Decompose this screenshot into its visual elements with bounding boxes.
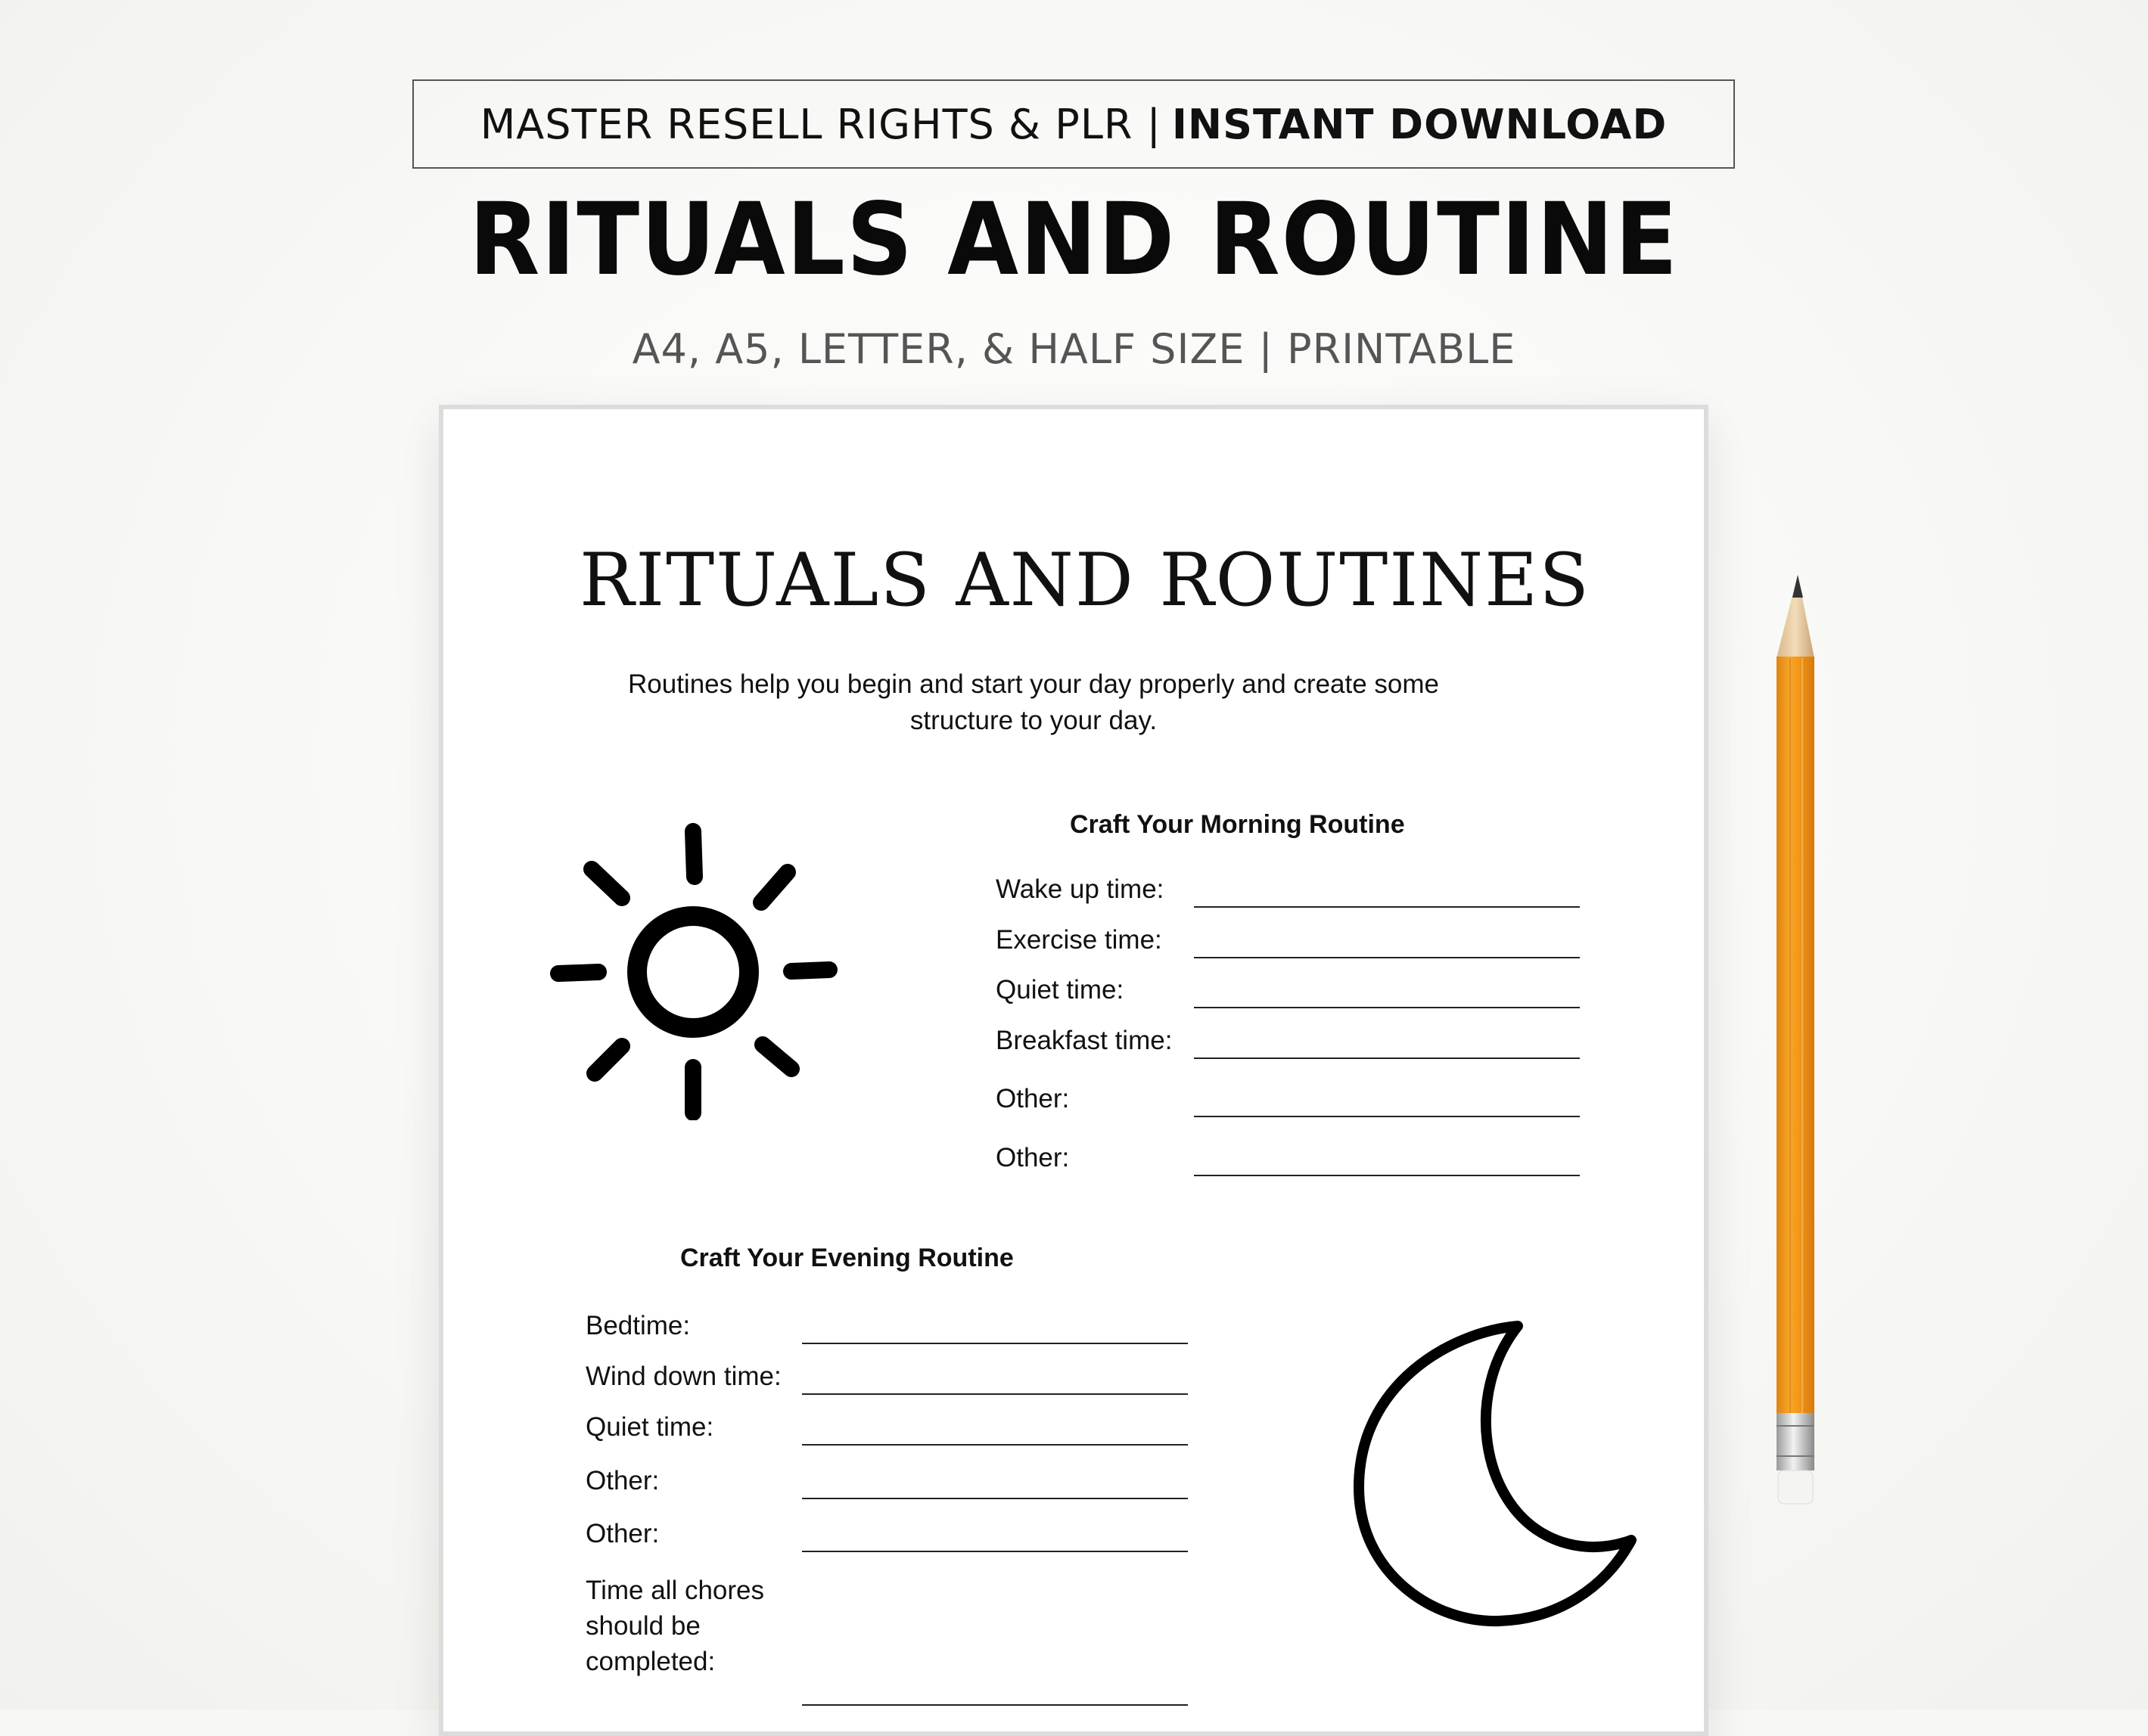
evening-input-line[interactable] bbox=[802, 1393, 1188, 1395]
banner-highlight: INSTANT DOWNLOAD bbox=[1171, 100, 1668, 148]
evening-heading: Craft Your Evening Routine bbox=[680, 1244, 1014, 1272]
morning-field-label: Other: bbox=[996, 1143, 1070, 1172]
morning-input-line[interactable] bbox=[1194, 1007, 1580, 1008]
morning-field-label: Quiet time: bbox=[996, 975, 1124, 1005]
evening-field-label: Other: bbox=[586, 1519, 660, 1548]
product-title: RITUALS AND ROUTINE bbox=[468, 182, 1680, 298]
pencil-icon bbox=[1763, 560, 1823, 1528]
evening-field-label: Other: bbox=[586, 1466, 660, 1495]
morning-field-label: Exercise time: bbox=[996, 925, 1162, 955]
printable-page bbox=[439, 405, 1708, 1736]
evening-field-label: Time all chores should be completed: bbox=[586, 1576, 764, 1676]
evening-input-line[interactable] bbox=[802, 1343, 1188, 1344]
moon-icon bbox=[1344, 1309, 1646, 1627]
evening-field-label: Quiet time: bbox=[586, 1412, 714, 1442]
evening-input-line[interactable] bbox=[802, 1444, 1188, 1446]
morning-input-line[interactable] bbox=[1194, 906, 1580, 908]
morning-field-label: Breakfast time: bbox=[996, 1026, 1173, 1055]
banner-text: MASTER RESELL RIGHTS & PLR | bbox=[480, 100, 1161, 148]
morning-input-line[interactable] bbox=[1194, 957, 1580, 958]
evening-input-line[interactable] bbox=[802, 1551, 1188, 1552]
morning-input-line[interactable] bbox=[1194, 1175, 1580, 1176]
intro-text: Routines help you begin and start your day properly and create some structure to your day. bbox=[627, 669, 1440, 735]
morning-input-line[interactable] bbox=[1194, 1057, 1580, 1059]
sun-icon bbox=[542, 818, 844, 1120]
license-banner bbox=[412, 79, 1735, 169]
morning-input-line[interactable] bbox=[1194, 1116, 1580, 1117]
document-title: RITUALS AND ROUTINES bbox=[579, 538, 1591, 623]
evening-input-line[interactable] bbox=[802, 1498, 1188, 1499]
evening-input-line[interactable] bbox=[802, 1704, 1188, 1706]
product-subtitle: A4, A5, LETTER, & HALF SIZE | PRINTABLE bbox=[632, 325, 1516, 373]
morning-field-label: Other: bbox=[996, 1084, 1070, 1113]
evening-field-label: Wind down time: bbox=[586, 1362, 782, 1391]
evening-field-label: Bedtime: bbox=[586, 1311, 691, 1340]
morning-heading: Craft Your Morning Routine bbox=[1070, 810, 1405, 839]
morning-field-label: Wake up time: bbox=[996, 874, 1164, 904]
